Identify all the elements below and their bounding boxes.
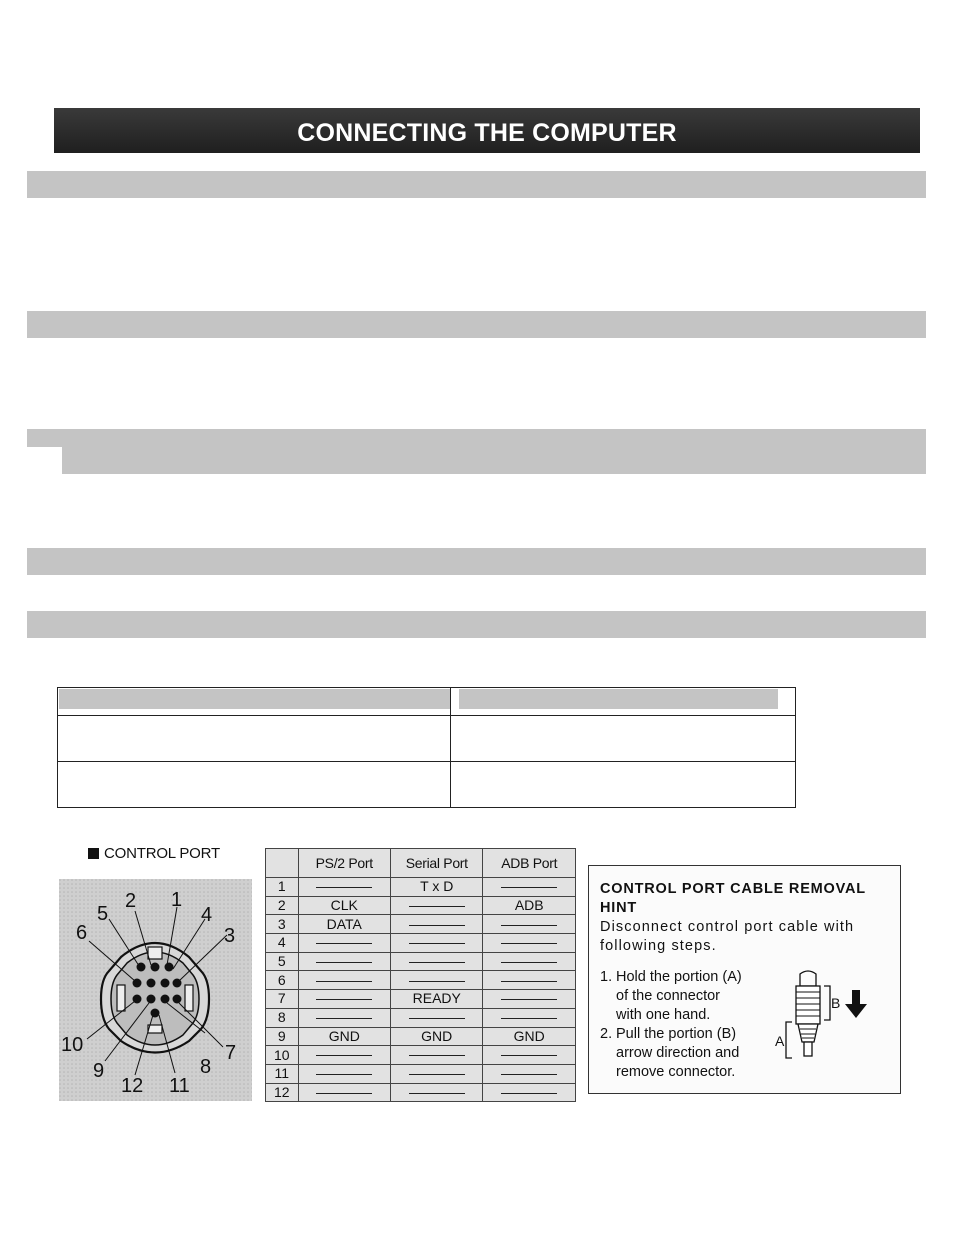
table-row (266, 1046, 576, 1065)
hint-intro: Disconnect control port cable with following steps. (600, 919, 855, 954)
unused-dash (316, 943, 372, 944)
serial-unused-cell (391, 952, 483, 971)
table-row (266, 1008, 576, 1027)
pin-label-5: 5 (97, 903, 109, 925)
unused-dash (316, 887, 372, 888)
serial-unused-cell (391, 1064, 483, 1083)
adb-unused-cell (483, 934, 576, 953)
unused-dash (409, 906, 465, 907)
table-row (266, 971, 576, 990)
serial-header: Serial Port (391, 849, 483, 878)
pin-number-cell: 9 (266, 1027, 299, 1046)
section-bar-4 (27, 548, 926, 575)
pin-number-cell: 8 (266, 1008, 299, 1027)
section-bar-1 (27, 171, 926, 198)
pin-label-8: 8 (200, 1056, 212, 1078)
unused-dash (316, 1093, 372, 1094)
serial-unused-cell (391, 896, 483, 915)
unused-dash (409, 943, 465, 944)
ps2-unused-cell (298, 971, 390, 990)
adb-unused-cell (483, 1046, 576, 1065)
pin-number-cell: 1 (266, 878, 299, 897)
pin-number-cell: 3 (266, 915, 299, 934)
ps2-unused-cell (298, 1046, 390, 1065)
section-bar-3 (27, 429, 926, 474)
adb-unused-cell (483, 915, 576, 934)
unused-dash (316, 1074, 372, 1075)
section-bar-5 (27, 611, 926, 638)
section-bar-2 (27, 311, 926, 338)
label-b: B (831, 995, 841, 1011)
hint-title: CONTROL PORT CABLE REMOVAL HINT (600, 881, 866, 916)
unused-dash (501, 925, 557, 926)
unused-dash (409, 962, 465, 963)
serial-unused-cell (391, 1083, 483, 1102)
blank-table (57, 687, 796, 808)
unused-dash (501, 999, 557, 1000)
pin-number-cell: 10 (266, 1046, 299, 1065)
serial-unused-cell (391, 971, 483, 990)
unused-dash (409, 1018, 465, 1019)
ps2-header: PS/2 Port (298, 849, 390, 878)
table-row (266, 934, 576, 953)
pin-label-9: 9 (93, 1060, 105, 1082)
serial-signal-cell: GND (391, 1027, 483, 1046)
pin-label-10: 10 (61, 1034, 84, 1056)
table-row (266, 896, 576, 915)
unused-dash (316, 1018, 372, 1019)
serial-signal-cell: READY (391, 990, 483, 1009)
hint-step-2: 2. Pull the portion (B) arrow direction and remove connector. (600, 1026, 740, 1080)
unused-dash (316, 999, 372, 1000)
pin-label-7: 7 (225, 1042, 237, 1064)
cable-removal-hint (588, 865, 901, 1094)
pin-label-11: 11 (169, 1075, 190, 1097)
adb-signal-cell: GND (483, 1027, 576, 1046)
pin-label-6: 6 (76, 922, 88, 944)
pin-number-cell: 11 (266, 1064, 299, 1083)
ps2-unused-cell (298, 934, 390, 953)
adb-unused-cell (483, 878, 576, 897)
unused-dash (501, 1055, 557, 1056)
pin-label-3: 3 (224, 925, 236, 947)
pin-label-1: 1 (171, 889, 183, 911)
unused-dash (316, 962, 372, 963)
unused-dash (501, 1074, 557, 1075)
unused-dash (409, 1093, 465, 1094)
ps2-unused-cell (298, 878, 390, 897)
pin-number-cell: 5 (266, 952, 299, 971)
unused-dash (409, 925, 465, 926)
serial-unused-cell (391, 1046, 483, 1065)
table-row (266, 1064, 576, 1083)
adb-header: ADB Port (483, 849, 576, 878)
adb-unused-cell (483, 1064, 576, 1083)
pin-label-4: 4 (201, 904, 213, 926)
pin-label-12: 12 (121, 1075, 144, 1097)
unused-dash (316, 1055, 372, 1056)
table-row (266, 1027, 576, 1046)
control-port-label: CONTROL PORT (88, 845, 220, 862)
ps2-signal-cell: GND (298, 1027, 390, 1046)
unused-dash (316, 981, 372, 982)
hint-step-1: 1. Hold the portion (A) of the connector with one hand. (600, 969, 742, 1023)
ps2-unused-cell (298, 1008, 390, 1027)
adb-unused-cell (483, 990, 576, 1009)
unused-dash (409, 1074, 465, 1075)
table-row (266, 990, 576, 1009)
adb-signal-cell: ADB (483, 896, 576, 915)
unused-dash (501, 981, 557, 982)
serial-unused-cell (391, 1008, 483, 1027)
unused-dash (409, 981, 465, 982)
pin-number-cell: 6 (266, 971, 299, 990)
ps2-signal-cell: DATA (298, 915, 390, 934)
ps2-unused-cell (298, 1064, 390, 1083)
table-row (266, 1083, 576, 1102)
adb-unused-cell (483, 971, 576, 990)
unused-dash (501, 1093, 557, 1094)
table-row (266, 915, 576, 934)
pin-number-cell: 7 (266, 990, 299, 1009)
pin-header (266, 849, 299, 878)
unused-dash (501, 962, 557, 963)
serial-unused-cell (391, 934, 483, 953)
connector-plug-icon (772, 966, 882, 1076)
page-title: CONNECTING THE COMPUTER (54, 108, 920, 153)
pin-label-2: 2 (125, 890, 137, 912)
adb-unused-cell (483, 1008, 576, 1027)
square-bullet-icon (88, 848, 99, 859)
pin-number-cell: 4 (266, 934, 299, 953)
ps2-signal-cell: CLK (298, 896, 390, 915)
adb-unused-cell (483, 1083, 576, 1102)
down-arrow-icon (845, 990, 867, 1018)
control-port-pin-table (265, 848, 576, 1102)
control-port-connector-diagram (59, 879, 252, 1101)
unused-dash (501, 1018, 557, 1019)
unused-dash (409, 1055, 465, 1056)
ps2-unused-cell (298, 1083, 390, 1102)
ps2-unused-cell (298, 990, 390, 1009)
table-row (266, 952, 576, 971)
unused-dash (501, 887, 557, 888)
unused-dash (501, 943, 557, 944)
serial-signal-cell: T x D (391, 878, 483, 897)
adb-unused-cell (483, 952, 576, 971)
ps2-unused-cell (298, 952, 390, 971)
serial-unused-cell (391, 915, 483, 934)
pin-number-cell: 2 (266, 896, 299, 915)
table-row (266, 878, 576, 897)
pin-number-cell: 12 (266, 1083, 299, 1102)
label-a: A (775, 1033, 785, 1049)
